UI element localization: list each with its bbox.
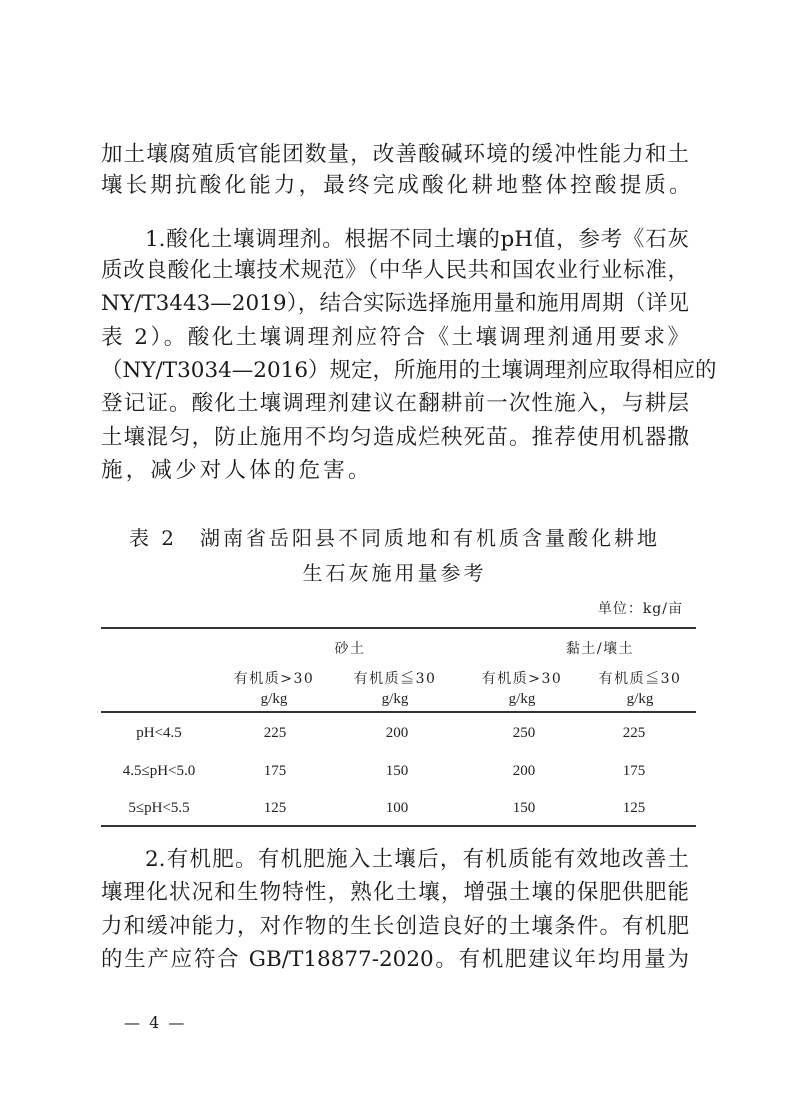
column-header: 有机质≦30 xyxy=(598,671,682,687)
table-cell: 200 xyxy=(385,725,409,741)
page-number: — 4 — xyxy=(124,1013,187,1032)
paragraph-line: 1.酸化土壤调理剂。根据不同土壤的pH值，参考《石灰 xyxy=(145,227,689,252)
group-header-sand: 砂土 xyxy=(334,641,366,657)
paragraph-line: 登记证。酸化土壤调理剂建议在翻耕前一次性施入，与耕层 xyxy=(101,391,689,416)
column-header: 有机质>30 xyxy=(233,671,315,687)
paragraph-line: 施，减少对人体的危害。 xyxy=(101,458,373,483)
table-unit: 单位：kg/亩 xyxy=(597,601,683,617)
table-cell: 150 xyxy=(512,800,536,816)
paragraph-line: （NY/T3034—2016）规定，所施用的土壤调理剂应取得相应的 xyxy=(101,358,717,383)
paragraph-line: 力和缓冲能力，对作物的生长创造良好的土壤条件。有机肥 xyxy=(101,914,689,939)
paragraph-line: 加土壤腐殖质官能团数量，改善酸碱环境的缓冲性能力和土 xyxy=(101,142,689,167)
column-header-unit: g/kg xyxy=(260,691,288,707)
table-cell: 175 xyxy=(263,763,287,779)
table-cell: 250 xyxy=(512,725,536,741)
table-bottom-rule xyxy=(101,825,696,827)
column-header-unit: g/kg xyxy=(381,691,409,707)
table-cell: 125 xyxy=(263,800,287,816)
column-header: 有机质≦30 xyxy=(353,671,437,687)
column-header-unit: g/kg xyxy=(626,691,654,707)
paragraph-line: 2.有机肥。有机肥施入土壤后，有机质能有效地改善土 xyxy=(145,847,689,872)
table-caption-line2: 生石灰施用量参考 xyxy=(302,561,487,585)
table-cell: 225 xyxy=(622,725,646,741)
paragraph-line: 壤理化状况和生物特性，熟化土壤，增强土壤的保肥供肥能 xyxy=(101,880,689,905)
table-cell: 125 xyxy=(622,800,646,816)
table-header-rule xyxy=(101,711,696,713)
paragraph-line: 质改良酸化土壤技术规范》（中华人民共和国农业行业标准， xyxy=(101,258,689,283)
paragraph-line: 表 2）。酸化土壤调理剂应符合《土壤调理剂通用要求》 xyxy=(101,325,689,350)
group-header-clay-loam: 黏土/壤土 xyxy=(565,641,635,657)
paragraph-line: 的生产应符合 GB/T18877-2020。有机肥建议年均用量为 xyxy=(101,947,689,972)
row-label: 5≤pH<5.5 xyxy=(128,800,190,816)
paragraph-line: NY/T3443—2019），结合实际选择施用量和施用周期（详见 xyxy=(101,291,689,316)
table-cell: 150 xyxy=(385,763,409,779)
paragraph-line: 土壤混匀，防止施用不均匀造成烂秧死苗。推荐使用机器撒 xyxy=(101,425,689,450)
table-caption-line1: 表 2 湖南省岳阳县不同质地和有机质含量酸化耕地 xyxy=(128,526,661,550)
row-label: pH<4.5 xyxy=(136,725,182,741)
table-cell: 175 xyxy=(622,763,646,779)
table-top-rule xyxy=(101,627,696,629)
column-header: 有机质>30 xyxy=(481,671,563,687)
column-header-unit: g/kg xyxy=(508,691,536,707)
paragraph-line: 壤长期抗酸化能力，最终完成酸化耕地整体控酸提质。 xyxy=(101,173,694,198)
table-cell: 100 xyxy=(385,800,409,816)
table-cell: 200 xyxy=(512,763,536,779)
table-cell: 225 xyxy=(263,725,287,741)
row-label: 4.5≤pH<5.0 xyxy=(122,763,196,779)
